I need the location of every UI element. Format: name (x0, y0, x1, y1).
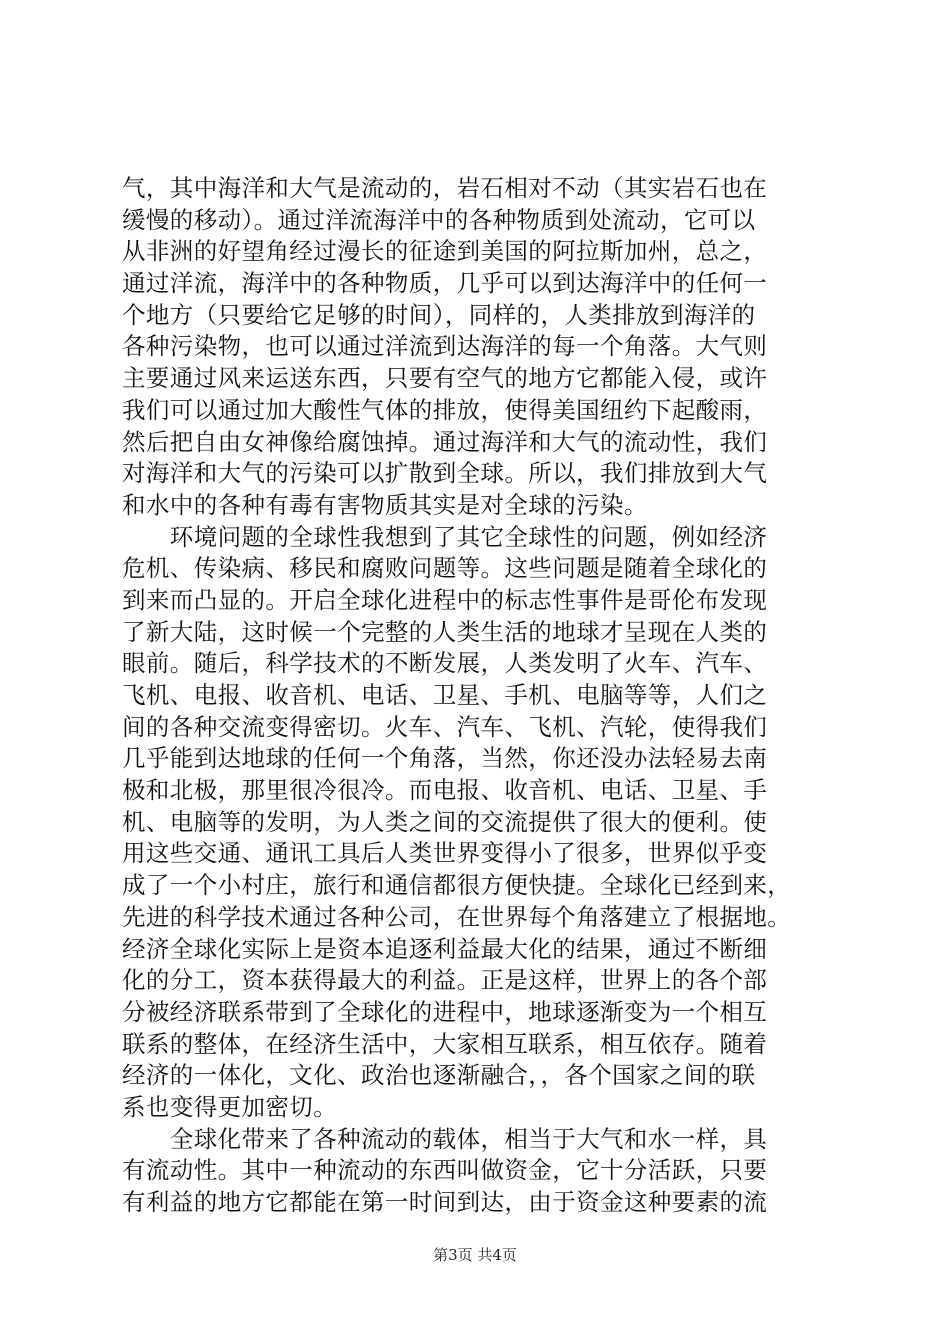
text-line: 对海洋和大气的污染可以扩散到全球。所以，我们排放到大气 (122, 459, 768, 488)
text-line: 飞机、电报、收音机、电话、卫星、手机、电脑等等，人们之 (122, 681, 768, 709)
text-line: 有流动性。其中一种流动的东西叫做资金，它十分活跃，只要 (122, 1156, 768, 1185)
text-line: 经济全球化实际上是资本追逐利益最大化的结果，通过不断细 (122, 934, 768, 963)
text-line: 从非洲的好望角经过漫长的征途到美国的阿拉斯加州，总之， (122, 237, 768, 266)
text-line: 和水中的各种有毒有害物质其实是对全球的污染。 (122, 490, 648, 519)
text-line: 用这些交通、通讯工具后人类世界变得小了很多，世界似乎变 (122, 839, 768, 868)
body-text (122, 173, 842, 1219)
page-footer: 第3页 共4页 (433, 1246, 517, 1264)
text-line: 危机、传染病、移民和腐败问题等。这些问题是随着全球化的 (122, 554, 768, 583)
text-line: 先进的科学技术通过各种公司，在世界每个角落建立了根据地。 (122, 902, 792, 931)
text-line: 到来而凸显的。开启全球化进程中的标志性事件是哥伦布发现 (122, 585, 768, 614)
text-line: 环境问题的全球性我想到了其它全球性的问题，例如经济 (122, 522, 768, 551)
text-line: 化的分工，资本获得最大的利益。正是这样，世界上的各个部 (122, 966, 768, 995)
text-line: 各种污染物，也可以通过洋流到达海洋的每一个角落。大气则 (122, 332, 768, 361)
text-line: 极和北极，那里很冷很冷。而电报、收音机、电话、卫星、手 (122, 776, 768, 805)
text-line: 经济的一体化，文化、政治也逐渐融合，，各个国家之间的联 (122, 1061, 756, 1090)
text-line: 了新大陆，这时候一个完整的人类生活的地球才呈现在人类的 (122, 617, 768, 646)
text-line: 眼前。随后，科学技术的不断发展，人类发明了火车、汽车、 (122, 649, 768, 678)
text-line: 气，其中海洋和大气是流动的，岩石相对不动（其实岩石也在 (122, 174, 768, 202)
text-line: 间的各种交流变得密切。火车、汽车、飞机、汽轮，使得我们 (122, 712, 768, 741)
text-line: 成了一个小村庄，旅行和通信都很方便快捷。全球化已经到来， (122, 871, 792, 900)
text-line: 主要通过风来运送东西，只要有空气的地方它都能入侵，或许 (122, 364, 768, 393)
text-line: 几乎能到达地球的任何一个角落，当然，你还没办法轻易去南 (122, 744, 768, 773)
text-line: 然后把自由女神像给腐蚀掉。通过海洋和大气的流动性，我们 (122, 427, 768, 456)
text-line: 个地方（只要给它足够的时间），同样的，人类排放到海洋的 (122, 300, 756, 329)
text-line: 分被经济联系带到了全球化的进程中，地球逐渐变为一个相互 (122, 997, 768, 1026)
text-line: 机、电脑等的发明，为人类之间的交流提供了很大的便利。使 (122, 807, 768, 836)
text-line: 通过洋流，海洋中的各种物质，几乎可以到达海洋中的任何一 (122, 269, 768, 298)
text-line: 我们可以通过加大酸性气体的排放，使得美国纽约下起酸雨， (122, 395, 768, 424)
text-line: 系也变得更加密切。 (122, 1092, 338, 1121)
text-line: 全球化带来了各种流动的载体，相当于大气和水一样，具 (122, 1124, 768, 1153)
text-line: 有利益的地方它都能在第一时间到达，由于资金这种要素的流 (122, 1188, 768, 1216)
text-line: 缓慢的移动）。通过洋流海洋中的各种物质到处流动，它可以 (122, 205, 756, 234)
text-line: 联系的整体，在经济生活中，大家相互联系，相互依存。随着 (122, 1029, 768, 1058)
